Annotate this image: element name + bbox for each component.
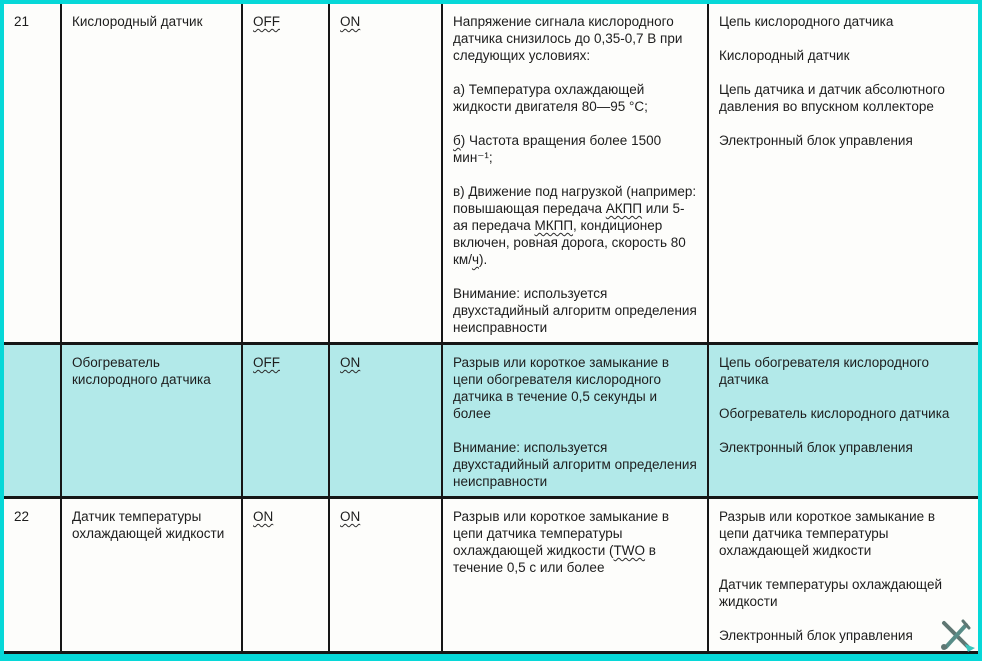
cell-lamp-state-2 — [329, 4, 442, 344]
cause-item: Цепь датчика и датчик абсолютного давления во впускном коллекторе — [719, 82, 945, 114]
cell-possible-causes — [708, 498, 978, 653]
cell-dtc-code — [4, 344, 61, 498]
cell-lamp-state-2 — [329, 344, 442, 498]
spellcheck-underlined-word: TWO — [613, 543, 646, 558]
description-paragraph: в) Движение под нагрузкой (например: повышающая передача АКПП или 5-ая передача МКПП, кондиционер включен, ровная дорога, скорость 80 км/ч). — [453, 184, 697, 267]
cause-item: Кислородный датчик — [719, 48, 850, 63]
cause-item: Электронный блок управления — [719, 440, 913, 455]
cause-item: Цепь обогревателя кислородного датчика — [719, 355, 929, 387]
cell-component-name: Кислородный датчик — [61, 4, 242, 344]
dtc-table — [4, 4, 978, 654]
description-paragraph: Внимание: используется двухстадийный алгоритм определения неисправности — [453, 286, 697, 335]
spellcheck-underlined-word: ч — [471, 252, 479, 267]
cause-item: Обогреватель кислородного датчика — [719, 406, 950, 421]
spellcheck-underlined-word: OFF — [253, 355, 280, 370]
cell-lamp-state-1 — [242, 498, 329, 653]
cause-item: Электронный блок управления — [719, 628, 913, 643]
cell-possible-causes — [708, 4, 978, 344]
cell-possible-causes — [708, 344, 978, 498]
spellcheck-underlined-word: ON — [340, 14, 361, 29]
cell-fault-description — [442, 498, 708, 653]
spellcheck-underlined-word: OFF — [253, 14, 280, 29]
spellcheck-underlined-word: ON — [340, 509, 361, 524]
table-row — [4, 498, 978, 653]
cause-item: Цепь кислородного датчика — [719, 14, 894, 29]
description-paragraph: Внимание: используется двухстадийный алгоритм определения неисправности — [453, 440, 697, 489]
cell-fault-description — [442, 344, 708, 498]
table-row — [4, 4, 978, 344]
cell-dtc-code: 22 — [4, 498, 61, 653]
spellcheck-underlined-word: АКПП — [605, 201, 643, 216]
cell-fault-description — [442, 4, 708, 344]
description-paragraph: б) Частота вращения более 1500 мин⁻¹; — [453, 133, 662, 165]
cell-dtc-code: 21 — [4, 4, 61, 344]
spellcheck-underlined-word: б — [453, 133, 461, 148]
cell-lamp-state-2 — [329, 498, 442, 653]
description-paragraph: Разрыв или короткое замыкание в цепи датчика температуры охлаждающей жидкости (TWO в течение 0,5 с или более — [453, 509, 670, 575]
cell-component-name: Обогреватель кислородного датчика — [61, 344, 242, 498]
cause-item: Датчик температуры охлаждающей жидкости — [719, 577, 943, 609]
cause-item: Разрыв или короткое замыкание в цепи датчика температуры охлаждающей жидкости — [719, 509, 936, 558]
spellcheck-underlined-word: МКПП — [534, 218, 574, 233]
description-paragraph: а) Температура охлаждающей жидкости двигателя 80—95 °С; — [453, 82, 648, 114]
cell-component-name: Датчик температуры охлаждающей жидкости — [61, 498, 242, 653]
dtc-table-body — [4, 4, 978, 653]
table-row — [4, 344, 978, 498]
cell-lamp-state-1 — [242, 344, 329, 498]
spellcheck-underlined-word: ON — [253, 509, 274, 524]
cell-lamp-state-1 — [242, 4, 329, 344]
cause-item: Электронный блок управления — [719, 133, 913, 148]
description-paragraph: Напряжение сигнала кислородного датчика снизилось до 0,35-0,7 В при следующих условиях: — [453, 14, 683, 63]
spellcheck-underlined-word: ON — [340, 355, 361, 370]
description-paragraph: Разрыв или короткое замыкание в цепи обогревателя кислородного датчика в течение 0,5 секунды и более — [453, 355, 670, 421]
